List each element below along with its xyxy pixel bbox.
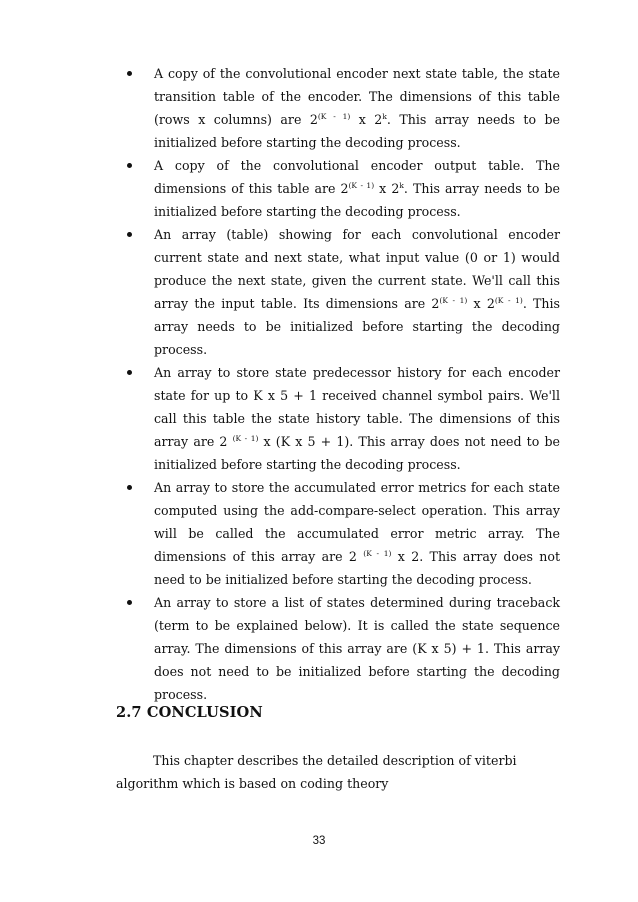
list-item-text: A copy of the convolutional encoder output table. The dimensions of this table are 2	[154, 158, 560, 196]
bullet-list	[127, 62, 560, 706]
list-item	[127, 476, 560, 591]
conclusion-paragraph: This chapter describes the detailed description of viterbi algorithm which is based on coding theory	[116, 753, 517, 791]
list-item	[127, 62, 560, 154]
list-item-text: x 2. This array does not need to be initialized before starting the decoding process.	[154, 549, 561, 587]
superscript: (K - 1)	[494, 296, 523, 305]
list-item-text: An array (table) showing for each convolutional encoder current state and next state, what input value (0 or 1) would produce the next state, given the current state. We'll call this array the input table. Its dimensions are 2	[154, 227, 560, 311]
list-item-text: . This array needs to be initialized before starting the decoding process.	[154, 112, 560, 150]
bullet-icon	[127, 71, 132, 76]
bullet-icon	[127, 232, 132, 237]
list-item	[127, 154, 560, 223]
list-item	[127, 223, 560, 361]
superscript: k	[382, 112, 387, 121]
list-item	[127, 591, 560, 706]
list-item-text: x 2	[374, 181, 400, 196]
superscript: (K - 1)	[317, 112, 351, 121]
list-item-text: . This array needs to be initialized before starting the decoding process.	[154, 296, 561, 357]
list-item-text: x (K x 5 + 1). This array does not need to be initialized before starting the decoding process.	[154, 434, 560, 472]
list-item-text: . This array needs to be initialized before starting the decoding process.	[154, 181, 560, 219]
list-item-text: An array to store state predecessor history for each encoder state for up to K x 5 + 1 received channel symbol pairs. We'll call this table the state history table. The dimensions of this array are 2	[154, 365, 560, 449]
bullet-icon	[127, 485, 132, 490]
bullet-icon	[127, 370, 132, 375]
page-number: 33	[312, 835, 326, 847]
superscript: k	[399, 181, 404, 190]
list-item-text: x 2	[350, 112, 383, 127]
bullet-icon	[127, 600, 132, 605]
superscript: (K - 1)	[439, 296, 468, 305]
list-item	[127, 361, 560, 476]
list-item-text: x 2	[467, 296, 495, 311]
superscript: (K - 1)	[363, 549, 392, 558]
list-item-text: An array to store a list of states determined during traceback (term to be explained below). It is called the state sequence array. The dimensions of this array are (K x 5) + 1. This array does not need to be initialized before starting the decoding process.	[154, 595, 560, 702]
superscript: (K - 1)	[232, 434, 259, 443]
list-item-text: An array to store the accumulated error metrics for each state computed using the add-compare-select operation. This array will be called the accumulated error metric array. The dimensions of this array are 2	[154, 480, 560, 564]
superscript: (K - 1)	[348, 181, 375, 190]
bullet-icon	[127, 163, 132, 168]
list-item-text: A copy of the convolutional encoder next state table, the state transition table of the encoder. The dimensions of this table (rows x columns) are 2	[154, 66, 560, 127]
section-heading: 2.7 CONCLUSION	[116, 704, 263, 721]
